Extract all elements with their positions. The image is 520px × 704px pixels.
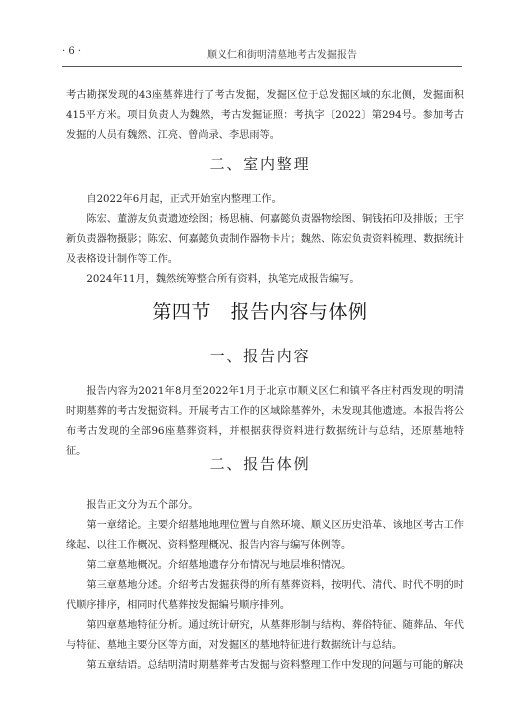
indoor-paragraph-1: 自2022年6月起，正式开始室内整理工作。 — [86, 194, 282, 205]
section-heading-format: 二、报告体例 — [209, 455, 311, 473]
format-paragraph-6: 第五章结语。总结明清时期墓葬考古发掘与资料整理工作中发现的问题与可能的解决 — [86, 660, 464, 671]
format-paragraph-5: 第四章墓地特征分析。通过统计研究，从墓葬形制与结构、葬俗特征、随葬品、年代与特征、墓地主要分区等方面，对发掘区的墓地特征进行数据统计与总结。 — [66, 620, 464, 651]
indoor-paragraph-2: 陈宏、董游友负责遗迹绘图；杨思楠、何嘉懿负责器物绘图、铜钱拓印及排版；王宇新负责器物摄影；陈宏、何嘉懿负责制作器物卡片；魏然、陈宏负责资料梳理、数据统计及表格设计制作等工作。 — [66, 214, 464, 265]
intro-text: 考古勘探发现的43座墓葬进行了考古发掘，发掘区位于总发掘区域的东北侧，发掘面积415平方米。项目负责人为魏然，考古发掘证照：考执字〔2022〕第294号。参加考古发掘的人员有魏然、江亮、曾尚录、李思雨等。 — [66, 90, 464, 141]
section-heading-content: 一、报告内容 — [209, 347, 311, 365]
format-paragraph-2: 第一章绪论。主要介绍墓地地理位置与自然环境、顺义区历史沿革、该地区考古工作缘起、以往工作概况、资料整理概况、报告内容与编写体例等。 — [66, 520, 464, 551]
report-content-paragraph — [66, 382, 464, 462]
report-format-paragraphs — [66, 496, 464, 676]
indoor-paragraph-3: 2024年11月，魏然统筹整合所有资料，执笔完成报告编写。 — [86, 274, 360, 285]
indoor-work-paragraphs — [66, 190, 464, 290]
report-content-text: 报告内容为2021年8月至2022年1月于北京市顺义区仁和镇平各庄村西发现的明清时期墓葬的考古发掘资料。开展考古工作的区域除墓葬外，未发现其他遗迹。本报告将公布考古发现的全部96座墓葬资料，并根据获得资料进行数据统计与总结，还原墓地特征。 — [66, 386, 464, 457]
format-paragraph-3: 第二章墓地概况。介绍墓地遗存分布情况与地层堆积情况。 — [86, 560, 352, 571]
chapter-heading: 第四节 报告内容与体例 — [152, 301, 368, 323]
format-paragraph-4: 第三章墓地分述。介绍考古发掘获得的所有墓葬资料，按明代、清代、时代不明的时代顺序排序，相同时代墓葬按发掘编号顺序排列。 — [66, 580, 464, 611]
intro-paragraph — [66, 86, 464, 146]
running-head: 顺义仁和街明清墓地考古发掘报告 — [207, 50, 357, 61]
format-paragraph-1: 报告正文分为五个部分。 — [86, 500, 199, 511]
section-heading-indoor: 二、室内整理 — [209, 155, 311, 173]
page-number: · 6 · — [62, 46, 82, 57]
page-header — [62, 44, 462, 67]
